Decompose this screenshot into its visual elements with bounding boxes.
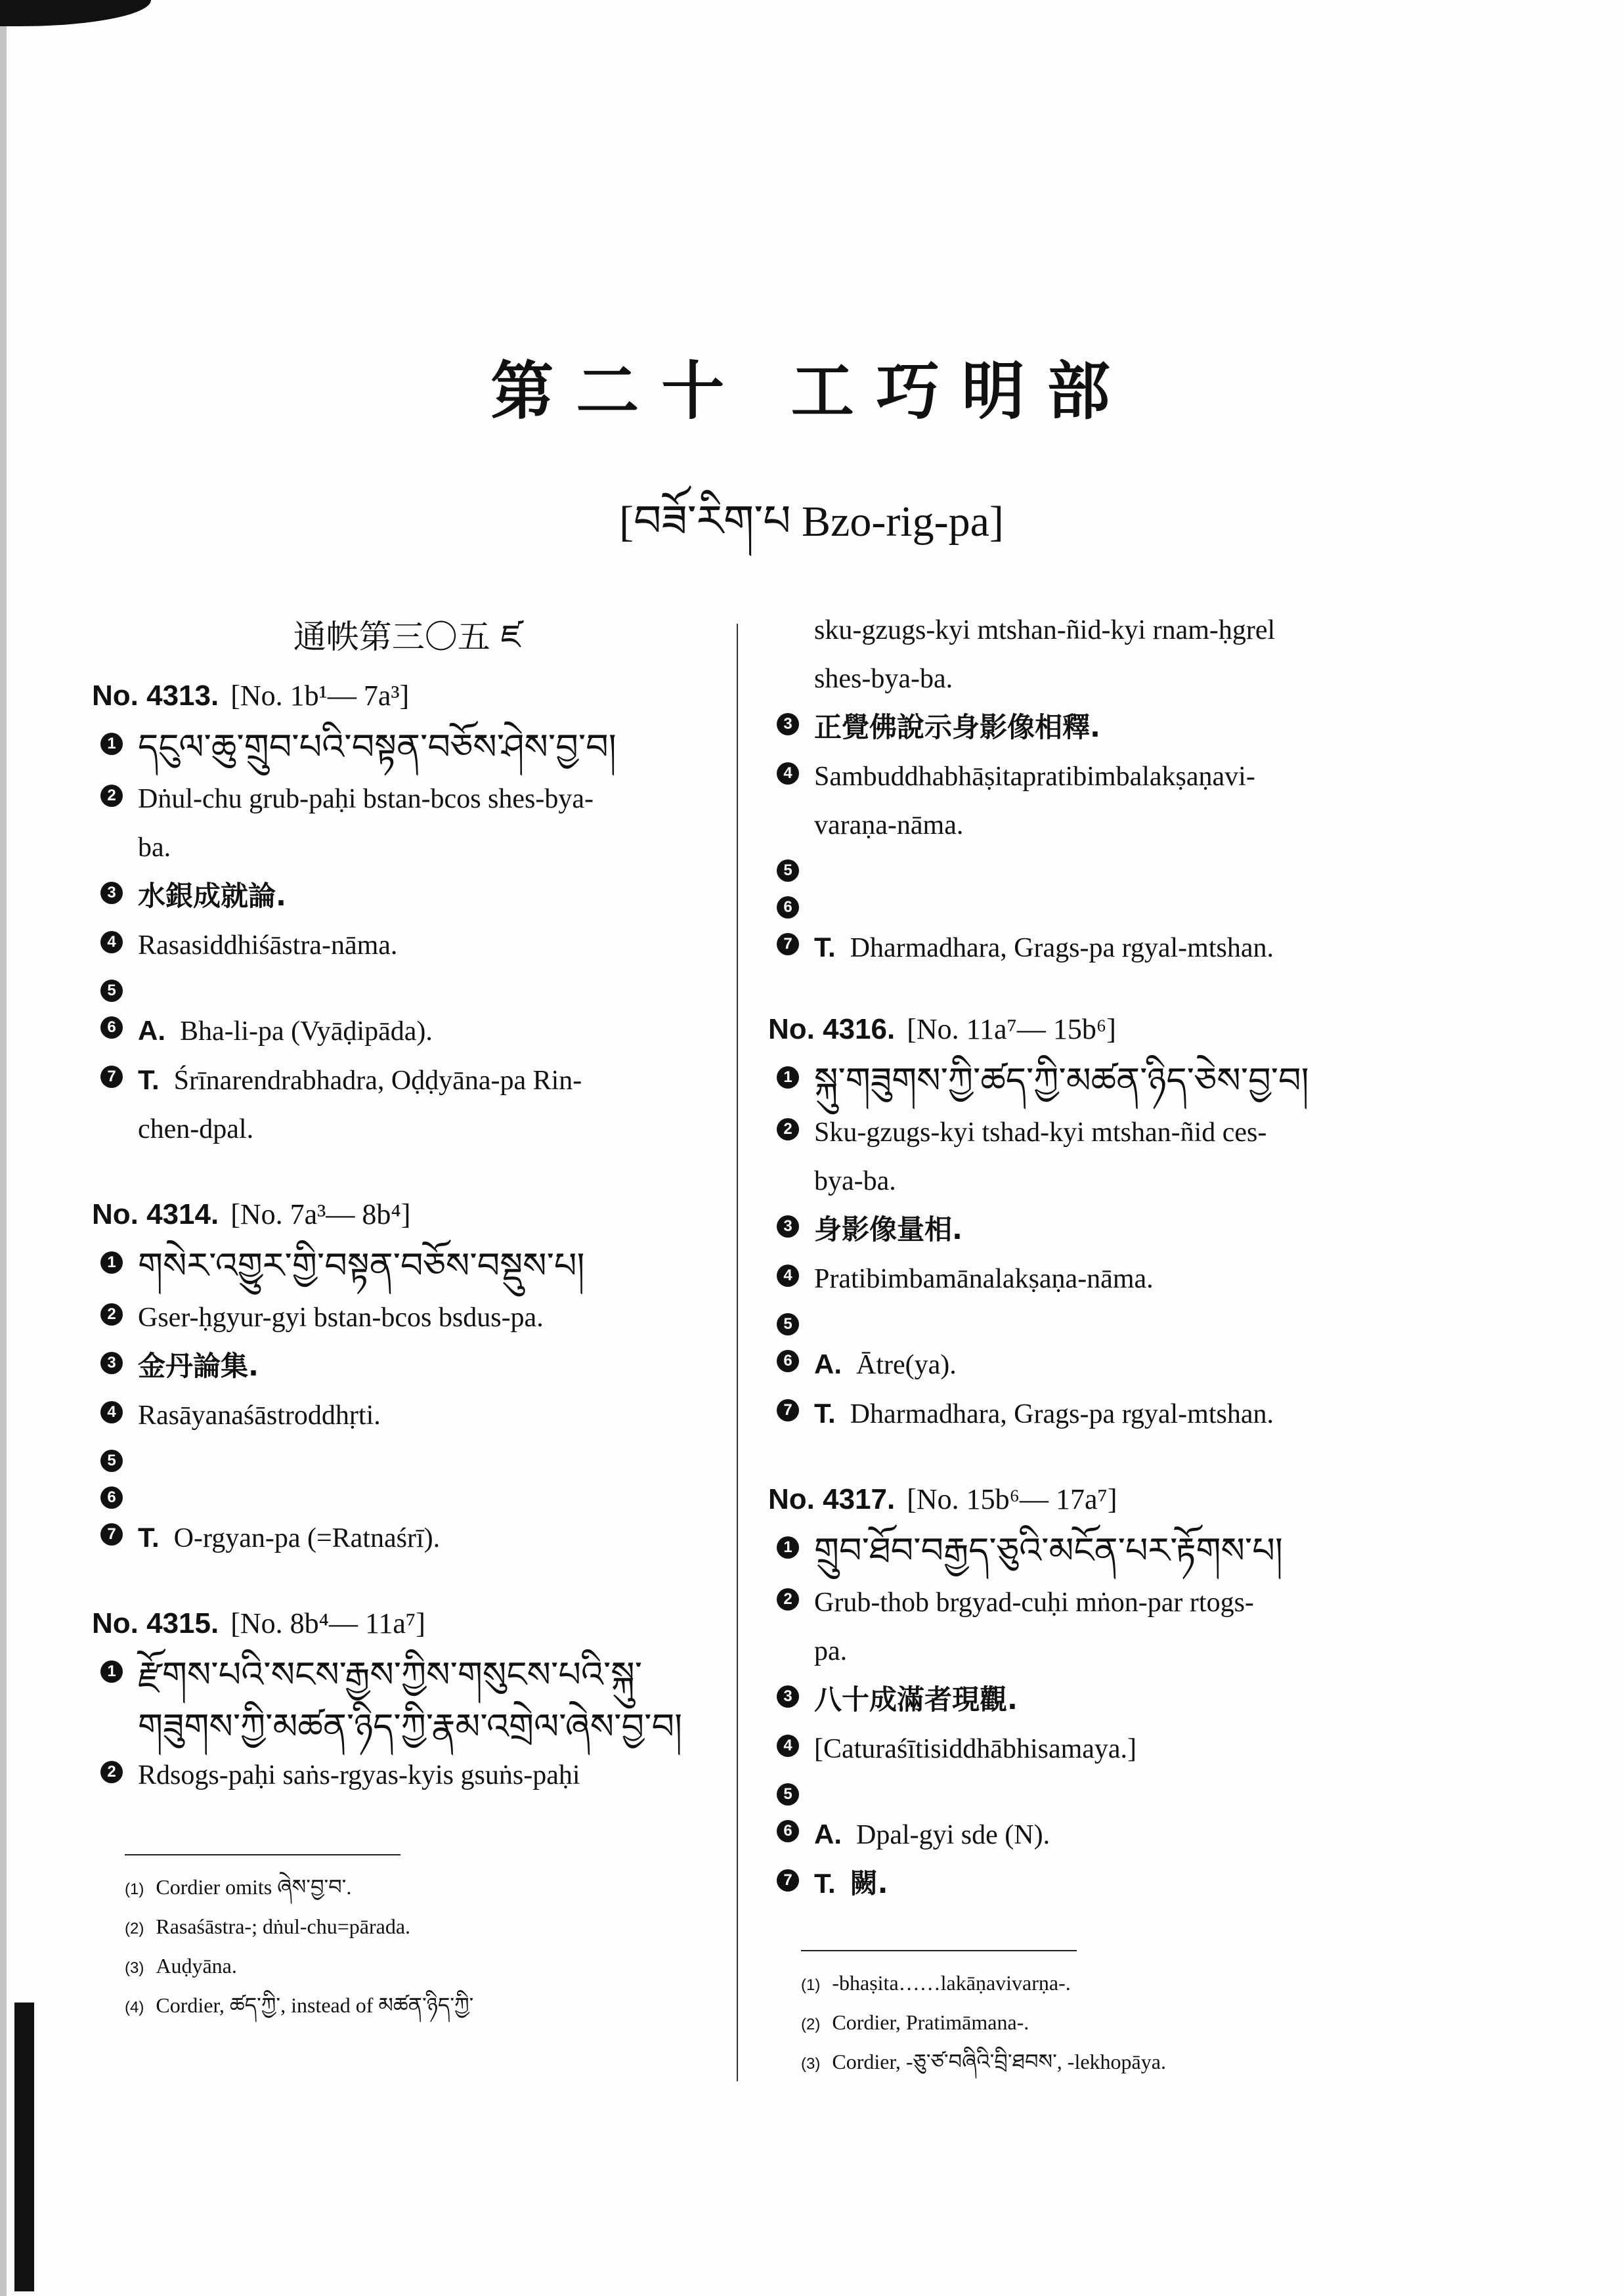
field-number-marker [762,1394,814,1434]
field-number-badge: 2 [100,1761,123,1783]
field-number-marker [85,1756,138,1795]
field-label: T. [814,932,836,963]
entry-number [92,1195,729,1234]
entry-number-text: No. 4316. [768,1013,896,1045]
footnote-mark: (4) [125,1999,144,2016]
field-row [85,1518,729,1558]
field-value [814,1729,1418,1769]
field-text: 正覺佛說示身影像相釋. [814,711,1100,743]
field-row [762,1210,1418,1250]
field-value [138,1518,729,1558]
column-divider [737,624,738,2081]
field-number-badge: 6 [100,1016,123,1039]
field-row [762,757,1418,796]
field-continuation: pa. [814,1636,848,1666]
field-text: དངུལ་ཆུ་གྲུབ་པའི་བསྟན་བཅོས་ཤེས་བྱ་བ། [138,726,617,768]
field-text: Gser-ḥgyur-gyi bstan-bcos bsdus-pa. [138,1303,544,1333]
footnote-mark: (2) [801,2016,821,2033]
field-number-marker [762,757,814,796]
continued-text: sku-gzugs-kyi mtshan-ñid-kyi rnam-ḥgrel [814,615,1276,645]
field-continuation: chen-dpal. [138,1114,254,1144]
field-number-badge: 1 [100,1251,123,1274]
field-text: Sku-gzugs-kyi tshad-kyi mtshan-ñid ces- [814,1117,1267,1148]
field-value [814,891,1418,919]
footnote-mark: (3) [801,2055,821,2073]
entry-number [768,1480,1418,1519]
field-number-badge: 5 [100,1450,123,1472]
field-row [762,854,1418,882]
entry-folio-ref: [No. 7a³— 8b⁴] [230,1198,411,1230]
footnote [801,1964,1418,2004]
right-column [762,611,1418,2083]
field-value [814,708,1418,748]
field-number-badge: 2 [100,785,123,807]
entry-spacer [762,977,1418,1010]
entry-number [92,676,729,716]
field-text: Rasasiddhiśāstra-nāma. [138,930,398,961]
field-number-marker [85,1518,138,1558]
field-row [85,1060,729,1100]
field-value [814,1061,1418,1104]
field-value [814,1259,1418,1299]
field-number-badge: 3 [777,1215,799,1238]
entry-number-text: No. 4314. [92,1198,219,1230]
field-number-badge: 4 [777,1265,799,1287]
field-number-marker [85,1011,138,1051]
field-text: Dṅul-chu grub-paḥi bstan-bcos shes-bya- [138,784,594,814]
field-number-badge: 1 [777,1066,799,1089]
field-number-badge: 3 [100,882,123,904]
field-value [138,926,729,965]
entry-number-text: No. 4315. [92,1607,219,1639]
field-text: Dharmadhara, Grags-pa rgyal-mtshan. [850,1399,1274,1429]
field-text: 身影像量相. [814,1213,963,1245]
field-number-badge: 5 [100,980,123,1002]
field-number-badge: 7 [100,1066,123,1088]
field-text: Pratibimbamānalakṣaṇa-nāma. [814,1264,1154,1294]
entry-number [92,1604,729,1643]
field-label: A. [814,1819,842,1850]
field-row [85,1756,729,1795]
field-row [85,877,729,917]
field-number-marker [85,1444,138,1472]
catalog-entry [762,1010,1418,1434]
footnote-mark: (3) [125,1959,144,1977]
footnote-text: Rasaśāstra-; dṅul-chu=pārada. [156,1915,411,1938]
field-row [762,1680,1418,1720]
field-number-marker [762,708,814,748]
scan-corner-mark [0,0,151,26]
field-number-marker [762,854,814,882]
field-number-marker [762,1210,814,1250]
field-number-badge: 3 [777,713,799,735]
field-row [85,779,729,819]
field-number-marker [85,727,138,770]
field-continuation: bya-ba. [814,1166,896,1196]
field-label: T. [138,1522,160,1553]
field-text: Rasāyanaśāstroddhṛti. [138,1400,381,1431]
field-number-badge: 1 [100,1660,123,1683]
footnote-mark: (1) [801,1976,821,1994]
field-number-badge: 3 [100,1352,123,1374]
field-number-badge: 7 [777,933,799,955]
field-number-badge: 7 [777,1399,799,1421]
field-number-badge: 2 [777,1118,799,1140]
field-number-marker [762,1345,814,1385]
field-text: Śrīnarendrabhadra, Oḍḍyāna-pa Rin- [173,1066,582,1096]
field-number-marker [762,891,814,919]
field-number-badge: 6 [777,1820,799,1842]
field-label: T. [138,1064,160,1095]
field-value [138,1481,729,1509]
field-text: Sambuddhabhāṣitapratibimbalakṣaṇavi- [814,762,1255,792]
field-number-badge: 5 [777,1313,799,1335]
footnote [125,1869,729,1908]
field-text: 八十成滿者現觀. [814,1683,1018,1716]
entry-folio-ref: [No. 11a⁷— 15b⁶] [907,1013,1116,1045]
footnote-text: Auḍyāna. [156,1954,237,1978]
footnote-text: Cordier, ཚད་ཀྱི་, instead of མཚན་ཉིད་ཀྱི་ [156,1993,474,2017]
field-row [762,928,1418,968]
field-value [814,1345,1418,1385]
field-value [138,1011,729,1051]
field-label: T. [814,1398,836,1429]
page-subtitle: [བཟོ་རིག་པ Bzo-rig-pa] [619,498,1004,546]
footnote-text: Cordier, Pratimāmana-. [832,2010,1029,2034]
catalog-entry [85,676,729,1149]
footnote-mark: (1) [125,1880,144,1898]
field-value [138,1396,729,1435]
field-number-marker [762,1583,814,1622]
field-number-badge: 6 [777,896,799,919]
field-row [762,1815,1418,1855]
field-row [762,891,1418,919]
entry-folio-ref: [No. 15b⁶— 17a⁷] [907,1483,1117,1515]
field-text: གསེར་འགྱུར་གྱི་བསྟན་བཅོས་བསྡུས་པ། [138,1245,585,1286]
field-number-badge: 4 [777,762,799,785]
field-text: གྲུབ་ཐོབ་བརྒྱད་ཅུའི་མངོན་པར་རྟོགས་པ། [814,1530,1283,1571]
field-value [138,1347,729,1387]
scan-edge-mark [14,2003,34,2291]
field-value [814,1778,1418,1806]
field-number-badge: 2 [777,1588,799,1611]
field-value [814,1113,1418,1152]
field-row [85,1444,729,1472]
field-continuation: ba. [138,833,171,863]
field-value [138,877,729,917]
field-row [85,727,729,770]
field-value [138,974,729,1002]
entry-number-text: No. 4313. [92,680,219,712]
field-value [138,779,729,819]
field-row [762,1729,1418,1769]
field-number-badge: 2 [100,1303,123,1326]
field-value [814,1583,1418,1622]
field-row [85,1347,729,1387]
field-number-marker [85,974,138,1002]
continued-text: shes-bya-ba. [814,664,953,694]
field-number-marker [85,1347,138,1387]
entry-folio-ref: [No. 8b⁴— 11a⁷] [230,1607,425,1639]
field-value [814,1308,1418,1335]
entry-folio-ref: [No. 1b¹— 7a³] [230,680,410,712]
field-value [814,854,1418,882]
field-row [762,1345,1418,1385]
field-text: རྫོགས་པའི་སངས་རྒྱས་ཀྱིས་གསུངས་པའི་སྐུ་ [138,1654,643,1695]
field-number-badge: 1 [777,1536,799,1559]
field-text: O-rgyan-pa (=Ratnaśrī). [173,1523,441,1553]
field-number-marker [762,1778,814,1806]
footnote-rule [125,1854,400,1855]
field-number-badge: 1 [100,733,123,755]
field-number-badge: 6 [777,1350,799,1372]
field-row [762,1113,1418,1152]
field-value [814,1815,1418,1855]
field-number-badge: 4 [100,1401,123,1423]
field-text: Grub-thob brgyad-cuḥi mṅon-par rtogs- [814,1588,1254,1618]
field-row [85,1298,729,1337]
field-value [814,1680,1418,1720]
field-row [762,1531,1418,1574]
field-row [762,1308,1418,1335]
field-row [85,1246,729,1289]
field-number-marker [762,1061,814,1104]
field-row [762,708,1418,748]
field-number-marker [762,1729,814,1769]
field-row [85,926,729,965]
page-title: 第二十 工巧明部 [490,354,1133,428]
catalog-entry [762,1480,1418,1904]
field-number-marker [762,1815,814,1855]
field-number-marker [85,877,138,917]
footnote [125,1908,729,1947]
field-value [138,1246,729,1289]
field-value [814,1210,1418,1250]
footnote-text: -bhaṣita……lakāṇavivarṇa-. [832,1971,1071,1995]
field-number-badge: 7 [777,1869,799,1892]
field-number-marker [762,1531,814,1574]
field-text: Rdsogs-paḥi saṅs-rgyas-kyis gsuṅs-paḥi [138,1760,580,1790]
footnote-rule [801,1950,1077,1951]
field-row [85,974,729,1002]
catalog-entry [85,1604,729,1795]
footnote [125,1987,729,2026]
field-row [762,1061,1418,1104]
field-row [762,1583,1418,1622]
field-label: A. [138,1015,165,1046]
catalog-entry [85,1195,729,1558]
footnote-spacer [85,1841,729,1848]
field-value [814,1864,1418,1904]
field-value [814,1531,1418,1574]
field-label: A. [814,1349,842,1379]
field-row [762,1864,1418,1904]
field-label: T. [814,1868,836,1899]
field-number-marker [85,779,138,819]
field-number-badge: 5 [777,859,799,882]
field-number-marker [85,1396,138,1435]
field-text: 金丹論集. [138,1350,259,1382]
footnote-mark: (2) [125,1920,144,1938]
field-text: Dharmadhara, Grags-pa rgyal-mtshan. [850,933,1274,963]
field-text: Dpal-gyi sde (N). [856,1820,1050,1850]
field-row [85,1655,729,1698]
field-continuation: གཟུགས་ཀྱི་མཚན་ཉིད་ཀྱི་རྣམ་འགྲེལ་ཞེས་བྱ་བ། [138,1706,683,1747]
field-text: སྐུ་གཟུགས་ཀྱི་ཚད་ཀྱི་མཚན་ཉིད་ཅེས་བྱ་བ། [814,1060,1309,1101]
field-continuation: varaṇa-nāma. [814,810,964,840]
field-number-marker [762,1680,814,1720]
field-row [762,1259,1418,1299]
field-value [814,928,1418,968]
field-row [762,1394,1418,1434]
field-number-marker [85,1298,138,1337]
footnote-text: Cordier omits ཞེས་བྱ་བ་. [156,1875,352,1899]
field-text: Bha-li-pa (Vyāḍipāda). [180,1016,433,1047]
field-row [85,1011,729,1051]
field-number-badge: 6 [100,1486,123,1509]
field-number-badge: 4 [777,1735,799,1757]
field-number-marker [762,1113,814,1152]
field-number-marker [85,1246,138,1289]
footnote [801,2043,1418,2083]
field-number-badge: 4 [100,931,123,953]
volume-heading: 通帙第三〇五 ཛ [293,618,521,656]
field-number-marker [85,1655,138,1698]
field-text: 闕. [850,1867,888,1899]
field-text: Ātre(ya). [856,1350,957,1380]
entry-number [768,1010,1418,1049]
field-text: [Caturaśītisiddhābhisamaya.] [814,1734,1137,1764]
field-text: 水銀成就論. [138,880,286,912]
field-number-marker [762,1308,814,1335]
footnote [801,2004,1418,2043]
field-value [814,757,1418,796]
field-value [138,727,729,770]
field-number-marker [85,1481,138,1509]
left-column [85,611,729,2026]
entry-number-text: No. 4317. [768,1483,896,1515]
field-value [138,1298,729,1337]
field-number-marker [85,1060,138,1100]
field-number-badge: 5 [777,1783,799,1806]
field-value [814,1394,1418,1434]
field-number-badge: 3 [777,1685,799,1708]
field-number-marker [762,1864,814,1904]
field-value [138,1444,729,1472]
field-number-marker [762,1259,814,1299]
field-value [138,1756,729,1795]
footnote-text: Cordier, -ཅུ་ཙ་བཞིའི་བྲི་ཐབས་, -lekhopāya. [832,2050,1166,2073]
field-value [138,1655,729,1698]
field-value [138,1060,729,1100]
field-row [762,1778,1418,1806]
field-row [85,1481,729,1509]
field-number-marker [762,928,814,968]
footnote [125,1947,729,1987]
field-number-marker [85,926,138,965]
field-number-badge: 7 [100,1523,123,1546]
field-row [85,1396,729,1435]
